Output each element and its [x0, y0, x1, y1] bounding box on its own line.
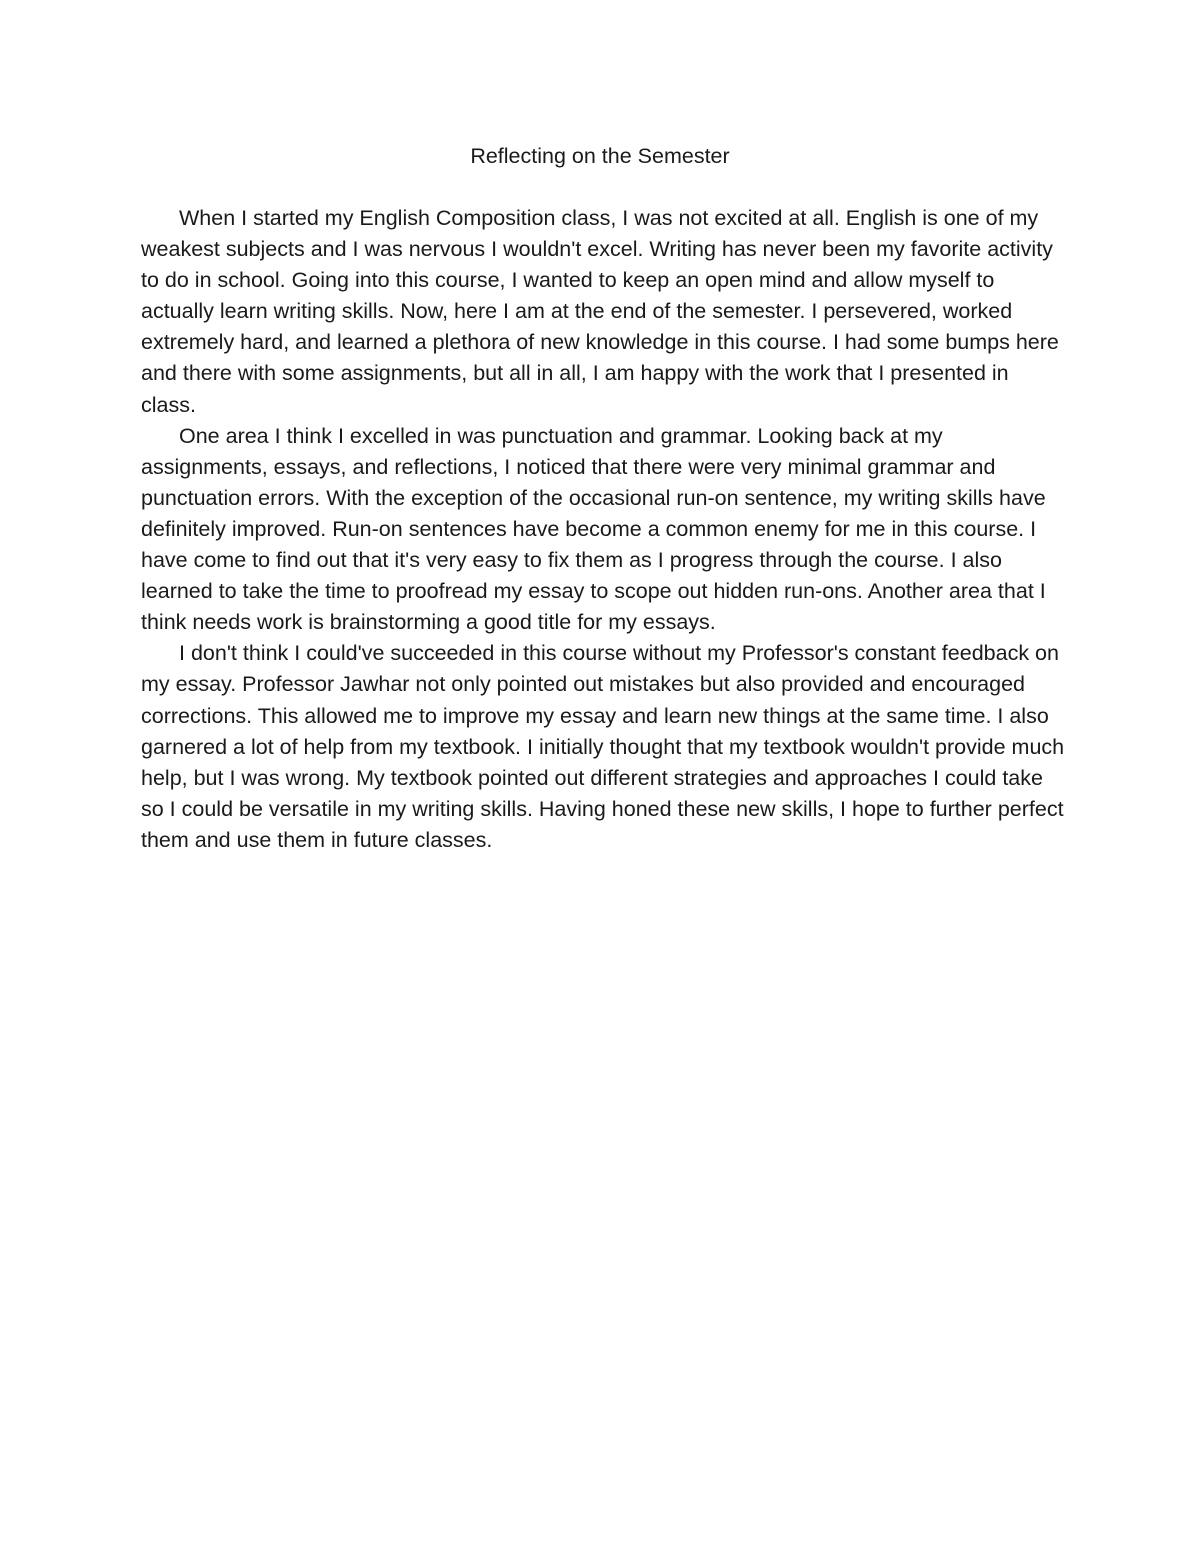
- document-body: [141, 203, 1066, 856]
- paragraph-2: One area I think I excelled in was punctuation and grammar. Looking back at my assignments, essays, and reflections, I noticed that there were very minimal grammar and punctuation errors. With the exception of the occasional run-on sentence, my writing skills have definitely improved. Run-on sentences have become a common enemy for me in this course. I have come to find out that it's very easy to fix them as I progress through the course. I also learned to take the time to proofread my essay to scope out hidden run-ons. Another area that I think needs work is brainstorming a good title for my essays.: [141, 423, 1046, 635]
- paragraph-3: I don't think I could've succeeded in this course without my Professor's constant feedback on my essay. Professor Jawhar not only pointed out mistakes but also provided and encouraged corrections. This allowed me to improve my essay and learn new things at the same time. I also garnered a lot of help from my textbook. I initially thought that my textbook wouldn't provide much help, but I was wrong. My textbook pointed out different strategies and approaches I could take so I could be versatile in my writing skills. Having honed these new skills, I hope to further perfect them and use them in future classes.: [141, 641, 1065, 852]
- document-title: Reflecting on the Semester: [470, 144, 730, 168]
- paragraph-1: When I started my English Composition class, I was not excited at all. English is one of my weakest subjects and I was nervous I wouldn't excel. Writing has never been my favorite activity to do in school. Going into this course, I wanted to keep an open mind and allow myself to actually learn writing skills. Now, here I am at the end of the semester. I persevered, worked extremely hard, and learned a plethora of new knowledge in this course. I had some bumps here and there with some assignments, but all in all, I am happy with the work that I presented in class.: [141, 206, 1059, 417]
